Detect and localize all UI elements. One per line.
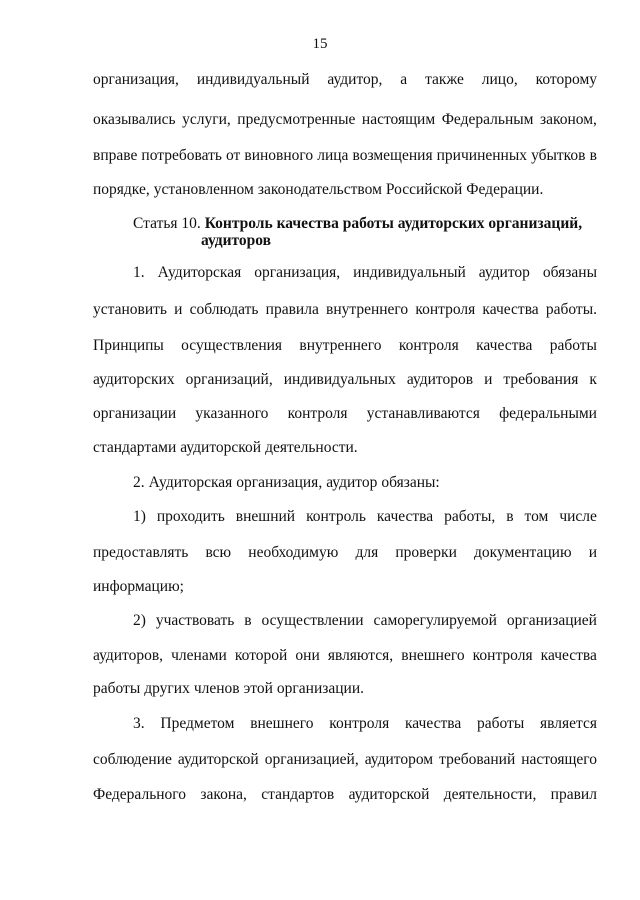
word: а	[400, 71, 408, 88]
word: внешнего	[401, 647, 465, 664]
word: работы,	[444, 508, 496, 525]
word: других	[144, 680, 190, 697]
word: является	[540, 715, 597, 732]
word: в	[506, 508, 514, 525]
word: вправе	[93, 147, 138, 164]
word: которой	[234, 647, 288, 664]
word: которому	[535, 71, 597, 88]
word: лицо,	[481, 71, 518, 88]
word: порядке,	[93, 181, 150, 198]
word: Российской	[385, 181, 463, 198]
text-line	[93, 543, 597, 563]
word: соблюдать	[189, 301, 259, 318]
word: информацию;	[93, 578, 184, 595]
word: аудитор,	[327, 71, 383, 88]
word: 1.	[133, 264, 145, 281]
word: проверки	[395, 544, 457, 561]
text-line	[133, 714, 597, 734]
word: настоящим	[361, 111, 436, 128]
word: организацией	[506, 612, 597, 629]
word: обязаны:	[381, 474, 440, 491]
word: качества	[376, 508, 434, 525]
word: аудиторской	[180, 439, 262, 456]
word: этой	[243, 680, 273, 697]
word: и	[484, 371, 493, 388]
word: контроль	[306, 508, 366, 525]
word: стандартами	[93, 439, 177, 456]
word: качества	[540, 647, 597, 664]
word: в	[589, 147, 597, 164]
word: контроля	[287, 405, 348, 422]
text-line	[93, 785, 597, 805]
word: организаций,	[185, 371, 273, 388]
word: виновного	[244, 147, 314, 164]
text-line	[133, 263, 597, 283]
word: от	[226, 147, 241, 164]
word: организация,	[236, 474, 323, 491]
text-line	[93, 110, 597, 130]
text-line	[93, 750, 597, 770]
text-line	[93, 404, 597, 424]
word: членов	[193, 680, 240, 697]
word: закона,	[200, 786, 247, 803]
word: индивидуальный	[196, 71, 310, 88]
word: Принципы	[93, 337, 164, 354]
word: участвовать	[155, 612, 235, 629]
text-line	[93, 370, 597, 390]
word: осуществлении	[261, 612, 364, 629]
word: возмещения	[352, 147, 433, 164]
word: предоставлять	[93, 544, 189, 561]
word: работы	[549, 337, 597, 354]
text-line	[93, 438, 597, 458]
word: федеральными	[499, 405, 597, 422]
word: необходимую	[248, 544, 339, 561]
word: аудиторской	[177, 751, 259, 768]
word: Предметом	[160, 715, 235, 732]
word: качества	[404, 715, 462, 732]
word: убытков	[531, 147, 586, 164]
word: осуществления	[181, 337, 283, 354]
word: и	[588, 544, 597, 561]
page-number: 15	[312, 36, 328, 52]
word: законодательством	[257, 181, 382, 198]
text-line	[93, 577, 597, 597]
word: Федерального	[93, 786, 187, 803]
word: аудиторской	[348, 786, 430, 803]
word: организации.	[276, 680, 364, 697]
word: указанного	[195, 405, 269, 422]
word: работы	[93, 680, 141, 697]
word: деятельности.	[265, 439, 358, 456]
word: 2.	[133, 474, 145, 491]
word: установленном	[153, 181, 254, 198]
word: документацию	[474, 544, 572, 561]
text-line	[93, 70, 597, 90]
word: внешнего	[250, 715, 314, 732]
word: Аудиторская	[148, 474, 233, 491]
word: потребовать	[141, 147, 222, 164]
word: числе	[559, 508, 597, 525]
word: 3.	[133, 715, 145, 732]
word: устанавливаются	[366, 405, 480, 422]
word: организацией,	[264, 751, 359, 768]
word: причиненных	[436, 147, 527, 164]
word: организация,	[254, 264, 341, 281]
word: 1)	[133, 508, 146, 525]
word: аудиторских	[93, 371, 175, 388]
word: проходить	[156, 508, 225, 525]
word: внутреннего	[326, 301, 409, 318]
word: 2)	[133, 612, 146, 629]
word: для	[355, 544, 379, 561]
word: также	[425, 71, 464, 88]
word: аудиторов,	[93, 647, 164, 664]
text-line	[93, 180, 597, 200]
word: индивидуальный	[353, 264, 466, 281]
word: аудитором	[364, 751, 434, 768]
word: соблюдение	[93, 751, 172, 768]
word: правила	[265, 301, 319, 318]
text-line	[133, 611, 597, 631]
text-line	[93, 146, 597, 166]
word: контроля	[415, 301, 476, 318]
word: предусмотренные	[237, 111, 356, 128]
word: работы.	[545, 301, 597, 318]
text-line	[133, 507, 597, 527]
text-line	[133, 473, 597, 493]
word: работы	[477, 715, 525, 732]
word: требований	[439, 751, 516, 768]
word: всю	[205, 544, 232, 561]
word: внешний	[235, 508, 296, 525]
word: аудиторов	[406, 371, 474, 388]
word: к	[589, 371, 597, 388]
article-number: Статья 10.	[133, 215, 201, 232]
word: стандартов	[261, 786, 335, 803]
word: контроля	[329, 715, 390, 732]
word: внутреннего	[299, 337, 382, 354]
word: контроля	[398, 337, 459, 354]
word: том	[524, 508, 549, 525]
word: обязаны	[542, 264, 597, 281]
word: аудитор	[326, 474, 378, 491]
word: установить	[93, 301, 167, 318]
word: правил	[550, 786, 597, 803]
word: Федеральным	[441, 111, 534, 128]
word: законом,	[540, 111, 597, 128]
word: настоящего	[521, 751, 597, 768]
word: качества	[476, 337, 533, 354]
word: Аудиторская	[157, 264, 242, 281]
word: оказывались	[93, 111, 176, 128]
word: деятельности,	[443, 786, 537, 803]
word: организация,	[93, 71, 179, 88]
word: услуги,	[182, 111, 231, 128]
word: саморегулируемой	[373, 612, 497, 629]
text-line	[93, 336, 597, 356]
word: членами	[171, 647, 227, 664]
word: в	[244, 612, 252, 629]
text-line	[93, 646, 597, 666]
word: требования	[503, 371, 579, 388]
word: являются,	[327, 647, 394, 664]
word: контроля	[472, 647, 533, 664]
word: Федерации.	[466, 181, 544, 198]
word: индивидуальных	[283, 371, 396, 388]
word: организации	[93, 405, 177, 422]
word: качества	[482, 301, 539, 318]
article-title-continuation: аудиторов	[201, 232, 272, 249]
word: они	[295, 647, 320, 664]
word: и	[174, 301, 183, 318]
word: аудитор	[478, 264, 530, 281]
word: лица	[317, 147, 349, 164]
text-line	[93, 300, 597, 320]
text-line	[93, 679, 597, 699]
article-title: Контроль качества работы аудиторских организаций,	[204, 215, 583, 232]
